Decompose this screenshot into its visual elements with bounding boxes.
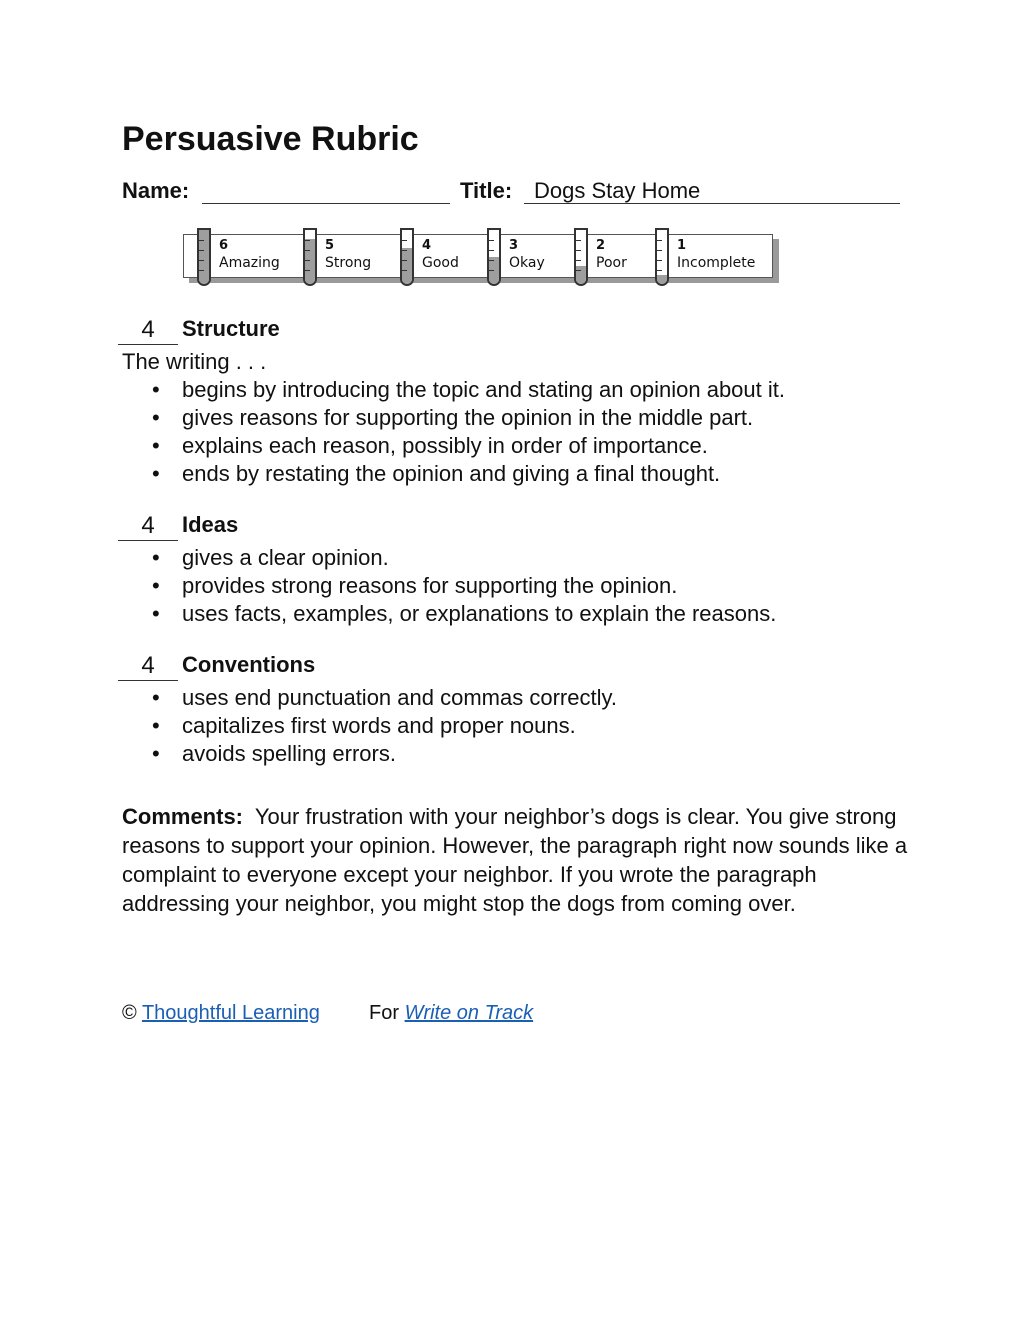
write-on-track-link[interactable]: Write on Track [404, 1002, 534, 1024]
name-label: Name: [122, 178, 190, 203]
scale-label: Incomplete [677, 255, 756, 271]
for-text: For [369, 1002, 399, 1024]
scale-label: Amazing [219, 255, 280, 271]
scale-number: 3 [509, 238, 519, 253]
scale-number: 4 [422, 238, 432, 253]
test-tube-icon [400, 228, 414, 286]
structure-list [118, 376, 918, 488]
structure-intro: The writing . . . [122, 349, 267, 374]
structure-score[interactable]: 4 [118, 316, 178, 345]
list-item: • begins by introducing the topic and stating an opinion about it. [118, 376, 918, 404]
footer [122, 1002, 533, 1025]
structure-heading: Structure [182, 316, 280, 341]
scale-label: Okay [509, 255, 545, 271]
conventions-list [118, 684, 918, 768]
name-title-line [122, 178, 902, 208]
test-tube-icon [487, 228, 501, 286]
test-tube-icon [197, 228, 211, 286]
scale-label: Poor [596, 255, 627, 271]
conventions-score[interactable]: 4 [118, 652, 178, 681]
title-value: Dogs Stay Home [534, 178, 701, 203]
list-item: • avoids spelling errors. [118, 740, 918, 768]
test-tube-icon [655, 228, 669, 286]
ideas-heading: Ideas [182, 512, 239, 537]
list-item: • gives reasons for supporting the opinion in the middle part. [118, 404, 918, 432]
thoughtful-learning-link[interactable]: Thoughtful Learning [141, 1002, 320, 1024]
list-item: • explains each reason, possibly in order of importance. [118, 432, 918, 460]
scale-number: 1 [677, 238, 687, 253]
scale-number: 6 [219, 238, 229, 253]
test-tube-icon [303, 228, 317, 286]
ideas-section [118, 512, 918, 628]
comments-text: Your frustration with your neighbor’s dogs is clear. You give strong reasons to support your opinion. However, the paragraph right now sounds like a complaint to everyone except your neighbor. If you wrote the paragraph addressing your neighbor, you might stop the dogs from coming over. [122, 804, 908, 916]
list-item: • capitalizes first words and proper nouns. [118, 712, 918, 740]
test-tube-icon [574, 228, 588, 286]
ideas-score[interactable]: 4 [118, 512, 178, 541]
scale-label: Strong [325, 255, 372, 271]
conventions-section [118, 652, 918, 768]
comments [122, 802, 912, 918]
structure-section [118, 316, 918, 488]
name-blank[interactable] [202, 203, 450, 204]
list-item: • gives a clear opinion. [118, 544, 918, 572]
list-item: • ends by restating the opinion and giving a final thought. [118, 460, 918, 488]
ideas-list [118, 544, 918, 628]
scale-number: 5 [325, 238, 335, 253]
list-item: • provides strong reasons for supporting the opinion. [118, 572, 918, 600]
comments-label: Comments: [122, 804, 244, 829]
scale-label: Good [422, 255, 459, 271]
list-item: • uses facts, examples, or explanations to explain the reasons. [118, 600, 918, 628]
rating-scale [183, 228, 783, 292]
list-item: • uses end punctuation and commas correctly. [118, 684, 918, 712]
copyright-symbol: © [122, 1002, 137, 1024]
scale-number: 2 [596, 238, 606, 253]
title-label: Title: [460, 178, 513, 203]
page-title: Persuasive Rubric [122, 120, 419, 158]
conventions-heading: Conventions [182, 652, 316, 677]
